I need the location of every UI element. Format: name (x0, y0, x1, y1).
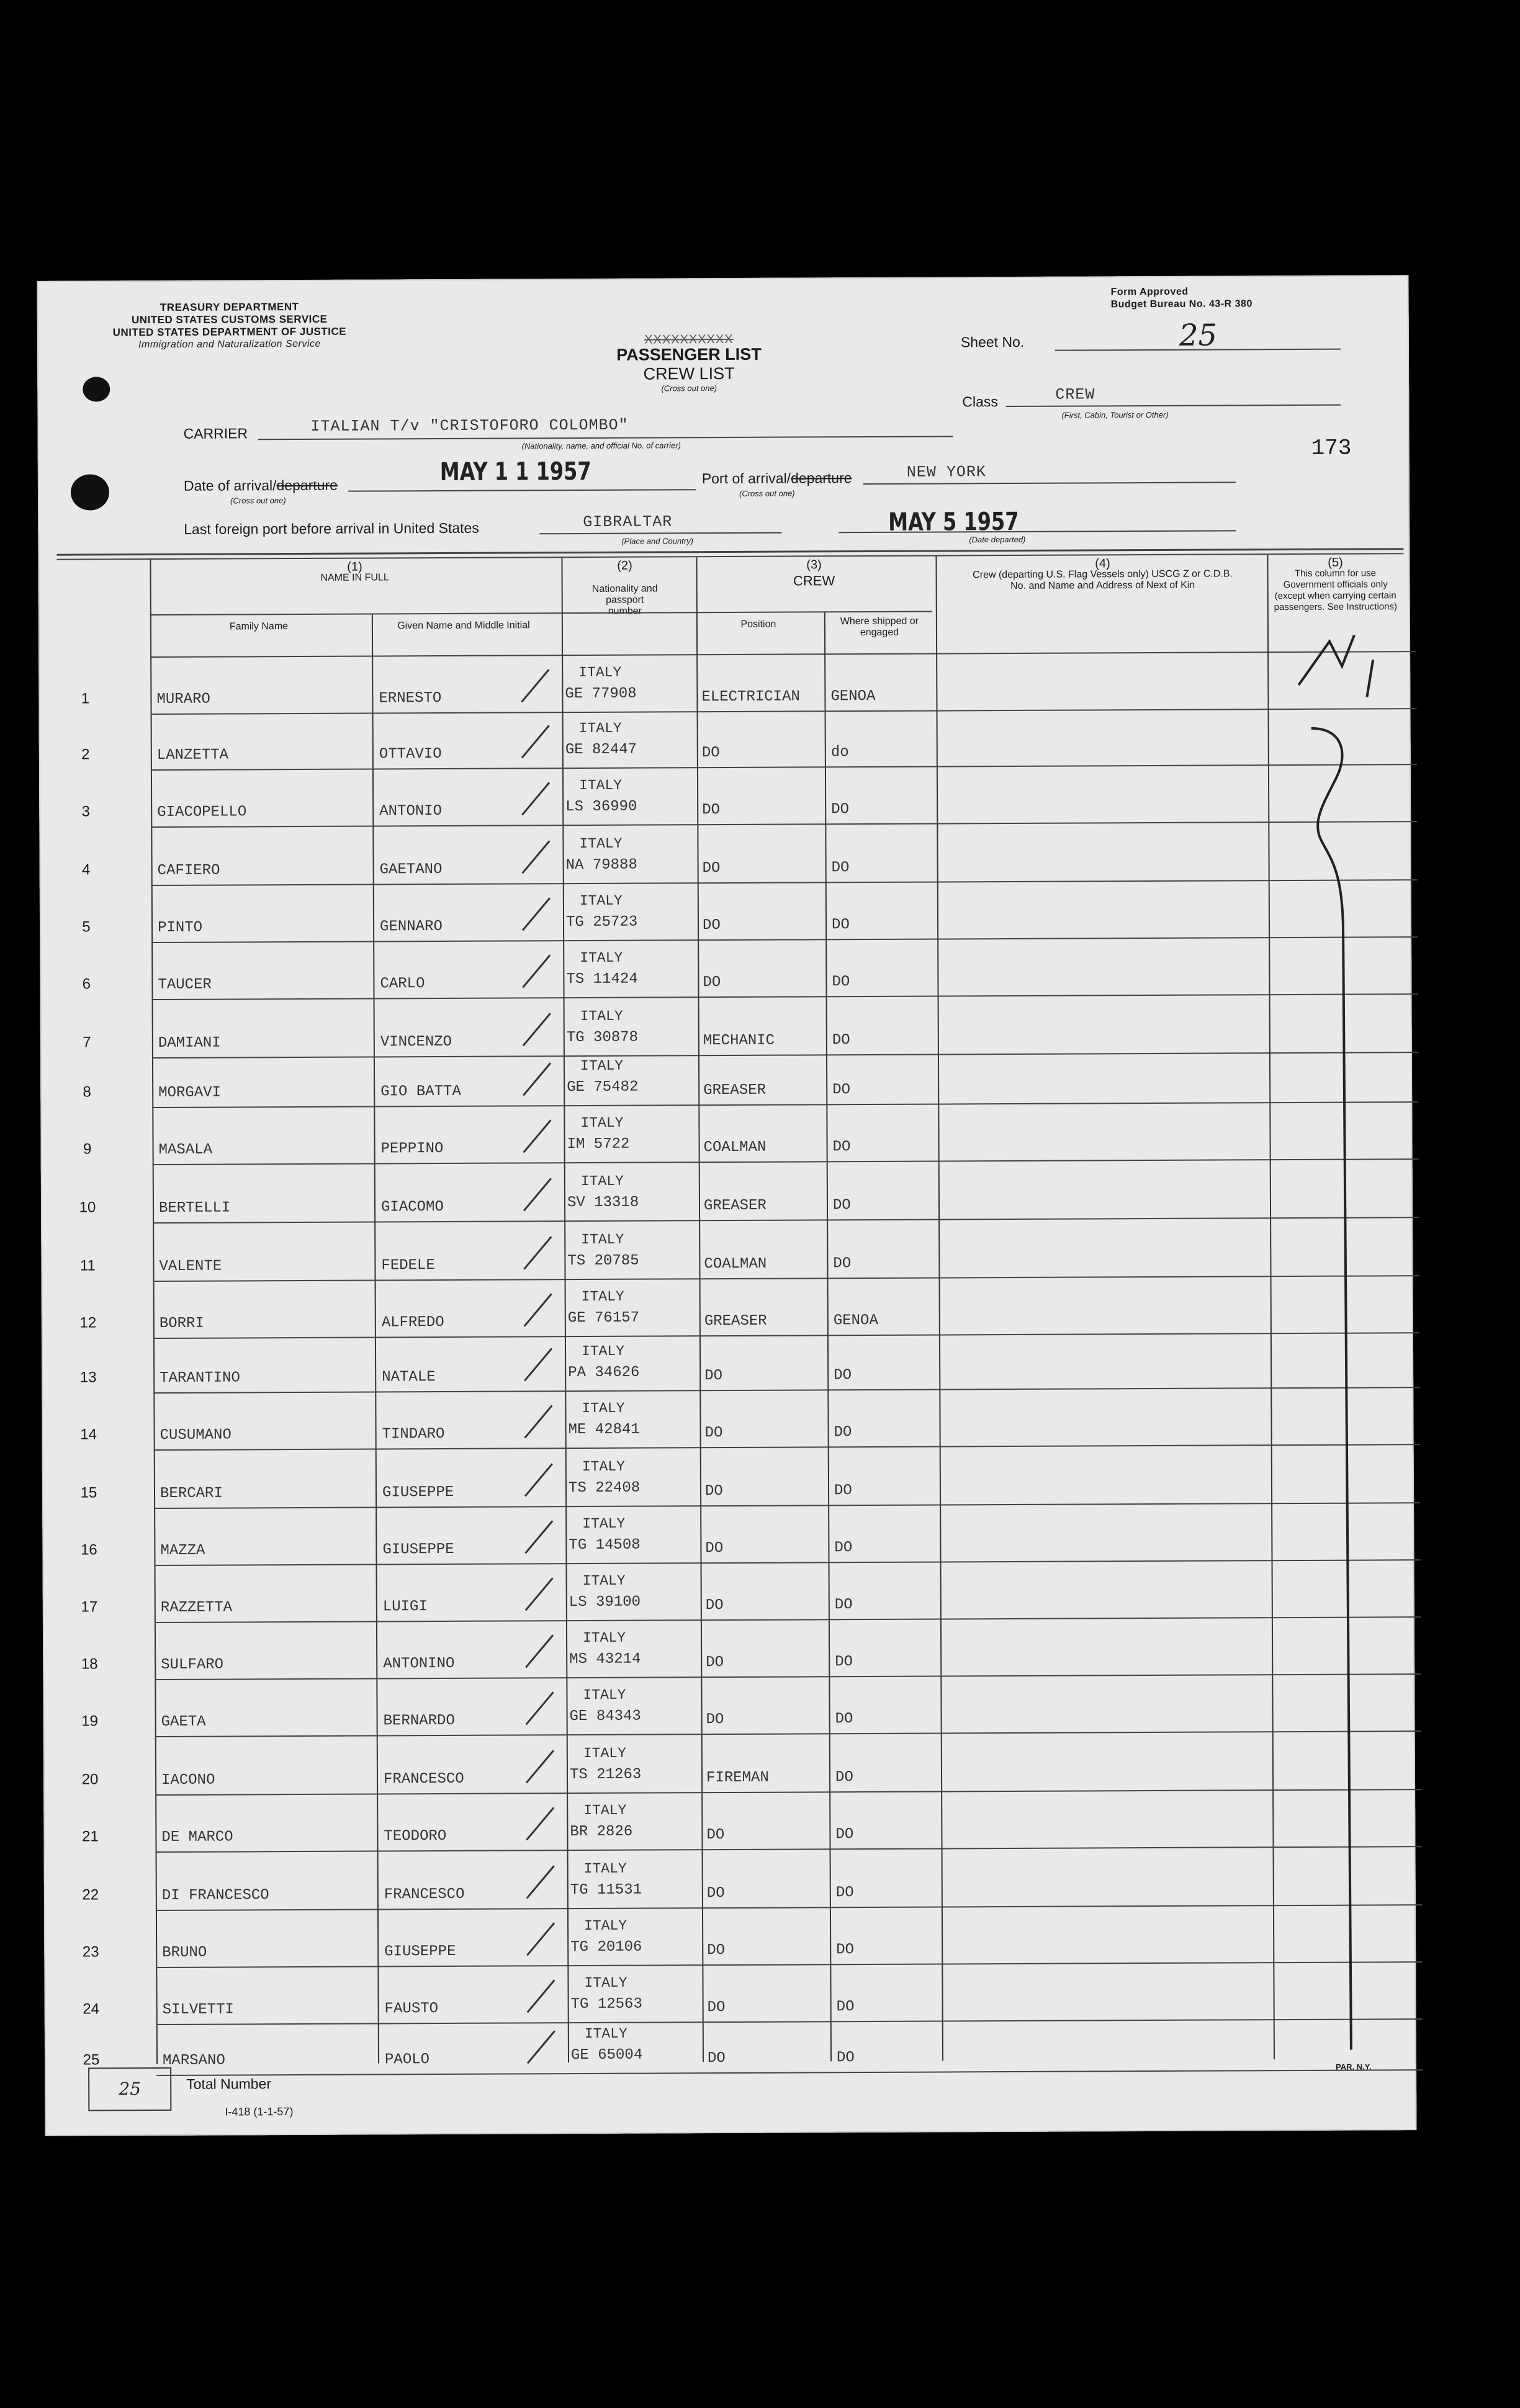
passport-number: GE 76157 (567, 1309, 640, 1327)
table-row (39, 710, 1411, 774)
table-row (41, 1163, 1413, 1227)
crew-position: ELECTRICIAN (701, 688, 800, 706)
where-shipped: DO (835, 1826, 854, 1843)
family-name: DI FRANCESCO (161, 1887, 269, 1904)
row-number: 15 (80, 1484, 97, 1502)
family-name: DAMIANI (158, 1034, 221, 1052)
row-number: 17 (81, 1598, 98, 1616)
sheet-value: 25 (1179, 318, 1218, 353)
family-name: CUSUMANO (160, 1426, 232, 1444)
family-name: TAUCER (158, 976, 212, 993)
row-number: 2 (81, 746, 90, 763)
check-mark (518, 950, 555, 993)
given-name: FAUSTO (384, 2000, 439, 2018)
check-mark (521, 1745, 559, 1789)
check-mark (519, 1289, 557, 1332)
where-shipped: DO (832, 1197, 851, 1214)
where-shipped: DO (835, 1769, 853, 1786)
check-mark (519, 1343, 557, 1387)
table-row (44, 1851, 1416, 1914)
last-port-value: GIBRALTAR (583, 512, 673, 532)
nationality: ITALY (579, 892, 623, 910)
nationality: ITALY (578, 664, 622, 681)
last-port-label: Last foreign port before arrival in United States (184, 519, 479, 537)
table-row (40, 1048, 1412, 1111)
table-row (39, 768, 1411, 831)
crew-position: DO (706, 1654, 724, 1672)
table-row (43, 1563, 1414, 1626)
where-shipped: DO (834, 1367, 852, 1384)
row-number: 20 (81, 1771, 99, 1788)
row-number: 19 (81, 1712, 99, 1730)
where-shipped: DO (835, 1711, 853, 1728)
row-number: 4 (81, 861, 91, 879)
crew-list-title: CREW LIST (643, 364, 735, 383)
crew-position: DO (703, 974, 721, 991)
nationality: ITALY (580, 1008, 623, 1025)
nationality: ITALY (583, 1802, 627, 1819)
check-mark (518, 893, 555, 936)
nationality: ITALY (583, 1745, 626, 1762)
crew-position: DO (704, 1483, 723, 1500)
given-name: FRANCESCO (383, 1770, 464, 1788)
passport-number: TG 20106 (570, 1938, 642, 1956)
nationality: ITALY (583, 1860, 627, 1878)
passport-number: MS 43214 (569, 1650, 641, 1668)
nationality: ITALY (580, 949, 623, 967)
check-mark (523, 2026, 560, 2069)
col3-position-header: Position (740, 619, 776, 630)
nationality: ITALY (583, 1686, 626, 1704)
col2-header: (2) Nationality and passport number (591, 558, 658, 617)
passport-number: SV 13318 (567, 1194, 639, 1212)
given-name: ANTONINO (383, 1655, 455, 1673)
col4-header: (4) Crew (departing U.S. Flag Vessels only) USCG Z or C.D.B. No. and Name and Address of Next of Kin (973, 557, 1233, 591)
given-name: TEODORO (384, 1827, 447, 1845)
check-mark (518, 1008, 555, 1052)
where-shipped: DO (834, 1596, 853, 1614)
check-mark (522, 1975, 559, 2018)
where-shipped: DO (835, 1884, 854, 1902)
col5-header: (5) This column for use Government officials only (except when carrying certain passengers. See Instructions) (1274, 555, 1398, 613)
port-value: NEW YORK (906, 463, 986, 481)
class-label: Class (962, 393, 998, 410)
total-box (88, 2067, 171, 2111)
arrival-underline (348, 489, 696, 491)
passport-number: GE 82447 (565, 741, 637, 759)
port-underline (863, 481, 1236, 485)
table-row (40, 1105, 1412, 1168)
row-number: 14 (80, 1426, 97, 1443)
table-row (42, 1279, 1413, 1342)
given-name: FEDELE (381, 1257, 435, 1274)
crew-position: GREASER (704, 1312, 767, 1330)
nationality: ITALY (582, 1400, 625, 1417)
carrier-value: ITALIAN T/v "CRISTOFORO COLOMBO" (310, 416, 629, 436)
crew-position: MECHANIC (703, 1032, 775, 1050)
nationality: ITALY (581, 1288, 624, 1305)
check-mark (517, 836, 554, 879)
table-row (43, 1793, 1415, 1856)
given-name: FRANCESCO (384, 1886, 465, 1904)
cross-out-hint: (Cross out one) (230, 496, 286, 506)
row-number: 18 (81, 1655, 98, 1673)
given-name: PEPPINO (380, 1140, 444, 1158)
check-mark (519, 1232, 556, 1275)
family-name: GIACOPELLO (157, 803, 247, 821)
dept-line: UNITED STATES DEPARTMENT OF JUSTICE (112, 325, 347, 339)
crew-position: DO (702, 917, 721, 934)
punch-hole (71, 474, 109, 510)
where-shipped: DO (832, 1032, 850, 1049)
given-name: GAETANO (379, 861, 443, 879)
given-name: ALFREDO (381, 1314, 444, 1332)
row-number: 25 (83, 2051, 100, 2069)
printer-mark: PAR. N.Y. (1336, 2062, 1372, 2072)
crew-position: DO (705, 1540, 724, 1557)
crew-position: DO (706, 1711, 724, 1729)
arrival-label: Date of arrival/departure (183, 477, 338, 494)
nationality: ITALY (580, 1057, 624, 1075)
check-mark (521, 1573, 558, 1616)
nationality: ITALY (579, 835, 623, 853)
given-name: ERNESTO (379, 689, 442, 707)
row-number: 1 (81, 690, 90, 707)
family-name: GAETA (161, 1713, 206, 1730)
given-name: OTTAVIO (379, 745, 442, 763)
cross-out-hint: (Cross out one) (661, 383, 717, 393)
family-name: BORRI (159, 1315, 204, 1332)
row-number: 22 (82, 1886, 99, 1904)
port-label: Port of arrival/departure (701, 470, 852, 487)
given-name: GIACOMO (380, 1198, 444, 1216)
where-shipped: DO (833, 1255, 852, 1273)
given-name: TINDARO (382, 1425, 445, 1443)
where-shipped: DO (832, 1139, 851, 1156)
given-name: ANTONIO (379, 802, 443, 820)
family-name: BERCARI (160, 1485, 223, 1502)
given-name: GIUSEPPE (384, 1943, 456, 1961)
crew-position: COALMAN (703, 1139, 767, 1157)
passport-number: ME 42841 (568, 1421, 640, 1439)
crew-position: DO (702, 802, 721, 819)
nationality: ITALY (582, 1515, 626, 1533)
family-name: RAZZETTA (160, 1599, 233, 1616)
family-name: MORGAVI (158, 1084, 222, 1101)
family-name: BERTELLI (158, 1199, 231, 1217)
crew-position: DO (704, 1425, 723, 1442)
crew-position: DO (702, 860, 721, 877)
table-row (40, 883, 1411, 946)
passport-number: TS 22408 (568, 1479, 641, 1497)
table-row (44, 1908, 1416, 1971)
nationality: ITALY (584, 1974, 627, 1992)
where-shipped: DO (834, 1482, 852, 1500)
row-number: 8 (83, 1083, 91, 1101)
passport-number: GE 65004 (570, 2046, 643, 2064)
passport-number: TG 25723 (565, 913, 638, 931)
crew-position: DO (701, 745, 720, 762)
crew-position: DO (707, 1942, 726, 1959)
sheet-label: Sheet No. (960, 333, 1025, 351)
passport-number: TG 30878 (566, 1029, 639, 1047)
nationality: ITALY (582, 1629, 626, 1647)
date-departed-value: MAY 5 1957 (888, 507, 1019, 537)
stamp-number: 173 (1311, 435, 1352, 461)
title-crossed: XXXXXXXXXX (644, 332, 734, 347)
given-name: LUIGI (382, 1598, 428, 1616)
crew-position: DO (704, 1367, 723, 1385)
class-underline (1005, 405, 1341, 407)
nationality: ITALY (578, 720, 622, 737)
col1-header: (1) NAME IN FULL (320, 560, 389, 583)
official-bracket-mark (1274, 635, 1416, 2081)
where-shipped: DO (836, 1941, 855, 1959)
family-name: VALENTE (159, 1258, 222, 1275)
department-block (68, 300, 391, 351)
cross-out-hint: (Cross out one) (739, 488, 795, 498)
row-number: 16 (80, 1541, 97, 1559)
passport-number: IM 5722 (567, 1135, 630, 1153)
row-number: 10 (79, 1199, 96, 1216)
arrival-value: MAY 1 1 1957 (439, 457, 591, 487)
check-mark (520, 1516, 557, 1559)
check-mark (519, 1400, 557, 1444)
crew-position: DO (706, 1885, 725, 1902)
crew-position: FIREMAN (706, 1769, 769, 1787)
check-mark (522, 1918, 559, 1961)
crew-position: GREASER (703, 1081, 767, 1099)
passport-number: NA 79888 (565, 856, 637, 874)
where-shipped: DO (834, 1424, 852, 1441)
family-name: SULFARO (161, 1656, 224, 1673)
port-struck: departure (790, 470, 852, 486)
given-name: CARLO (380, 975, 425, 993)
where-shipped: GENOA (830, 687, 876, 705)
where-shipped: DO (832, 973, 850, 991)
passport-number: LS 36990 (565, 798, 637, 816)
given-name: NATALE (382, 1369, 436, 1386)
nationality: ITALY (582, 1572, 626, 1590)
given-name: GIUSEPPE (382, 1541, 454, 1559)
table-row (42, 1449, 1414, 1512)
total-label: Total Number (186, 2075, 272, 2092)
table-row (39, 826, 1411, 889)
where-shipped: DO (834, 1539, 853, 1557)
given-name: GENNARO (379, 918, 443, 936)
check-mark (521, 1630, 558, 1673)
passport-number: TG 12563 (570, 1995, 642, 2013)
nationality: ITALY (578, 777, 623, 794)
title-block (596, 334, 782, 393)
check-mark (517, 720, 554, 764)
check-mark (518, 1058, 555, 1101)
arrival-struck: departure (276, 477, 338, 494)
carrier-underline (258, 436, 953, 440)
header-subrule (696, 611, 932, 614)
given-name: VINCENZO (380, 1033, 452, 1051)
family-name: IACONO (161, 1771, 215, 1789)
row-number: 3 (81, 803, 90, 820)
where-shipped: GENOA (833, 1312, 878, 1330)
table-row (42, 1390, 1413, 1454)
where-shipped: do (830, 744, 849, 761)
table-row (43, 1620, 1414, 1683)
col1-family-header: Family Name (229, 621, 289, 632)
row-number: 13 (79, 1369, 97, 1386)
check-mark (517, 777, 554, 821)
where-shipped: DO (832, 1081, 851, 1099)
check-mark (516, 665, 554, 708)
given-name: PAOLO (384, 2051, 430, 2069)
family-name: CAFIERO (157, 862, 220, 879)
last-port-underline (539, 532, 781, 535)
table-row (45, 2016, 1416, 2079)
given-name: GIO BATTA (380, 1083, 461, 1101)
check-mark (522, 1861, 559, 1904)
date-departed-hint: (Date departed) (969, 534, 1026, 545)
passport-number: TS 11424 (566, 970, 638, 988)
passport-number: GE 77908 (565, 685, 637, 703)
crew-position: DO (706, 1827, 725, 1844)
passport-number: GE 84343 (569, 1708, 641, 1725)
punch-hole (83, 377, 110, 401)
family-name: SILVETTI (162, 2001, 234, 2018)
nationality: ITALY (580, 1173, 624, 1190)
row-number: 5 (82, 918, 91, 936)
family-name: LANZETTA (156, 746, 229, 764)
passport-number: GE 75482 (567, 1078, 639, 1096)
where-shipped: DO (836, 2049, 855, 2067)
crew-position: COALMAN (704, 1255, 767, 1273)
row-rule (156, 2069, 1423, 2076)
manifest-sheet (37, 275, 1416, 2136)
family-name: MURARO (156, 691, 210, 709)
col1-given-header: Given Name and Middle Initial (397, 620, 530, 632)
nationality: ITALY (582, 1458, 625, 1475)
class-value: CREW (1055, 385, 1095, 404)
family-name: PINTO (157, 919, 203, 936)
family-name: BRUNO (162, 1944, 207, 1961)
table-row (38, 655, 1410, 718)
family-name: MASALA (158, 1141, 213, 1158)
col3-where-header: Where shipped or engaged (840, 615, 919, 638)
passport-number: TS 20785 (567, 1252, 639, 1270)
row-number: 21 (82, 1828, 99, 1845)
nationality: ITALY (581, 1231, 624, 1248)
row-number: 11 (79, 1257, 96, 1274)
given-name: GIUSEPPE (382, 1484, 454, 1502)
family-name: MARSANO (162, 2052, 225, 2069)
crew-position: GREASER (703, 1197, 767, 1215)
passport-number: TG 14508 (569, 1536, 641, 1554)
nationality: ITALY (584, 1917, 627, 1935)
crew-position: DO (705, 1597, 724, 1614)
check-mark (520, 1459, 557, 1502)
form-number: I-418 (1-1-57) (225, 2105, 294, 2118)
given-name: BERNARDO (383, 1712, 455, 1730)
table-row (40, 940, 1411, 1003)
passport-number: BR 2826 (570, 1823, 633, 1841)
nationality: ITALY (581, 1343, 625, 1360)
nationality: ITALY (580, 1114, 624, 1132)
check-mark (518, 1115, 555, 1158)
passport-number: TG 11531 (570, 1881, 642, 1899)
row-number: 23 (82, 1943, 99, 1961)
crew-position: DO (707, 1999, 726, 2016)
check-mark (519, 1173, 556, 1217)
row-number: 6 (82, 975, 91, 993)
class-hint: (First, Cabin, Tourist or Other) (1061, 410, 1169, 420)
table-row (43, 1735, 1415, 1799)
carrier-label: CARRIER (183, 425, 248, 442)
passport-number: LS 39100 (569, 1593, 641, 1611)
family-name: DE MARCO (161, 1828, 233, 1846)
dept-line: UNITED STATES CUSTOMS SERVICE (131, 313, 328, 326)
row-number: 24 (83, 2000, 100, 2018)
row-number: 7 (83, 1034, 91, 1051)
where-shipped: DO (831, 801, 850, 818)
dept-line: Immigration and Naturalization Service (138, 338, 321, 351)
row-number: 9 (83, 1140, 92, 1158)
nationality: ITALY (584, 2025, 627, 2043)
where-shipped: DO (831, 916, 850, 934)
row-number: 12 (79, 1314, 97, 1332)
passport-number: TS 21263 (569, 1766, 642, 1784)
passport-number: PA 34626 (568, 1364, 640, 1382)
family-name: MAZZA (160, 1542, 205, 1559)
check-mark (521, 1687, 558, 1730)
where-shipped: DO (831, 859, 850, 877)
check-mark (521, 1802, 559, 1846)
table-row (42, 1333, 1413, 1397)
where-shipped: DO (836, 1998, 855, 2016)
dept-line: TREASURY DEPARTMENT (160, 300, 299, 313)
table-row (42, 1506, 1414, 1569)
crew-position: DO (707, 2050, 726, 2067)
passenger-list-title: PASSENGER LIST (616, 344, 762, 364)
table-row (43, 1677, 1414, 1740)
col3-header: (3) CREW (793, 558, 835, 589)
form-approved: Form Approved Budget Bureau No. 43-R 380 (1110, 286, 1252, 310)
last-port-hint: (Place and Country) (621, 536, 693, 546)
carrier-hint: (Nationality, name, and official No. of carrier) (521, 441, 681, 451)
table-row (41, 1222, 1413, 1285)
where-shipped: DO (835, 1654, 853, 1671)
total-value: 25 (119, 2079, 142, 2100)
family-name: TARANTINO (160, 1369, 240, 1387)
